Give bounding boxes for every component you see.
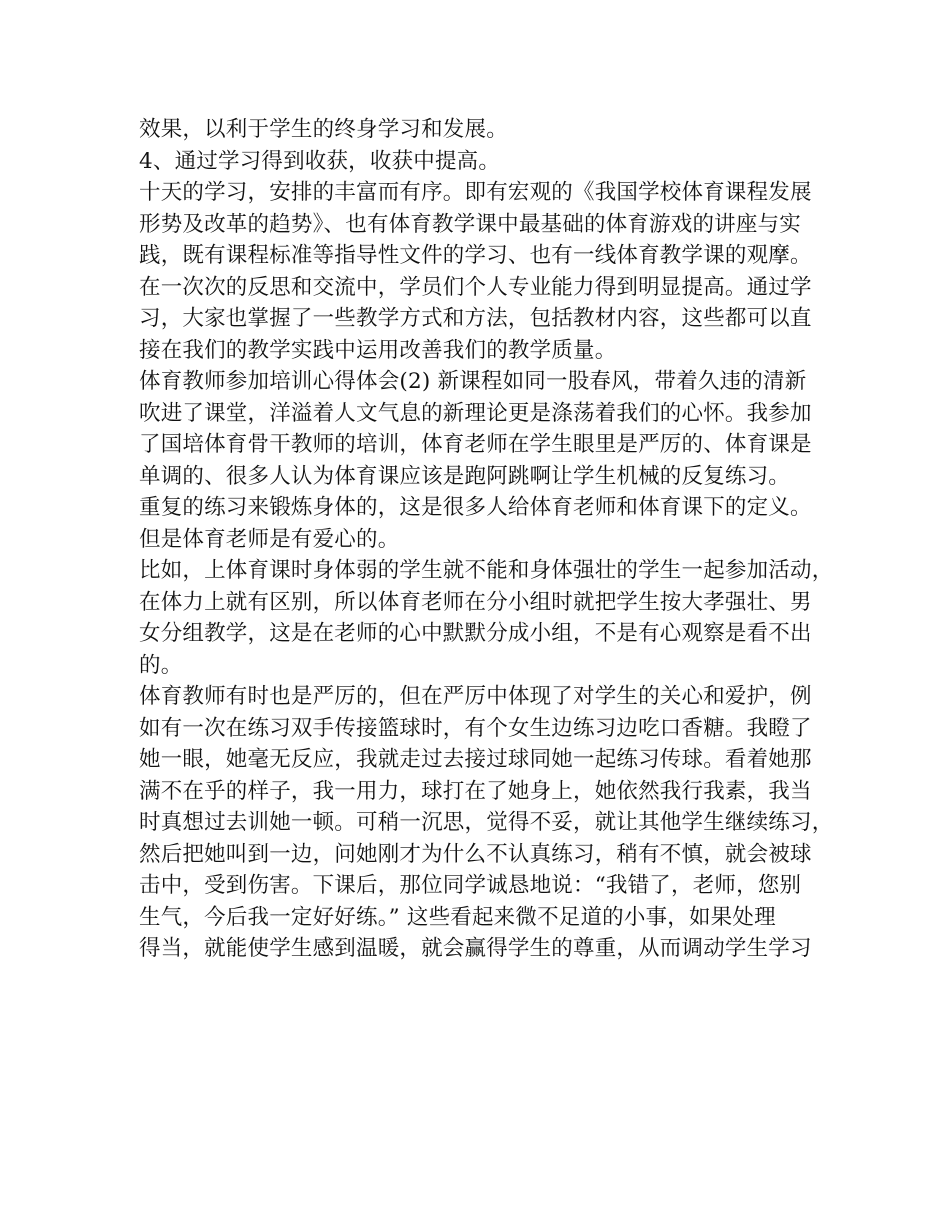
text-line: 吹进了课堂，洋溢着人文气息的新理论更是涤荡着我们的心怀。我参加: [139, 400, 812, 426]
text-line: 得当，就能使学生感到温暖，就会赢得学生的尊重，从而调动学生学习: [139, 936, 812, 961]
text-line: 比如，上体育课时身体弱的学生就不能和身体强壮的学生一起参加活动，: [139, 558, 834, 583]
text-line: 但是体育老师是有爱心的。: [139, 526, 400, 552]
text-line: 满不在乎的样子，我一用力，球打在了她身上，她依然我行我素，我当: [139, 778, 812, 804]
text-line: 体育教师有时也是严厉的，但在严厉中体现了对学生的关心和爱护，例: [139, 684, 812, 709]
text-line: 十天的学习，安排的丰富而有序。即有宏观的《我国学校体育课程发展: [139, 180, 812, 205]
text-line: 效果，以利于学生的终身学习和发展。: [139, 117, 508, 142]
text-line: 如有一次在练习双手传接篮球时，有个女生边练习边吃口香糖。我瞪了: [139, 715, 812, 741]
text-line: 时真想过去训她一顿。可稍一沉思，觉得不妥，就让其他学生继续练习，: [139, 810, 834, 835]
text-line: 4、通过学习得到收获，收获中提高。: [139, 148, 501, 174]
document-body: [139, 114, 834, 965]
text-line: 接在我们的教学实践中运用改善我们的教学质量。: [139, 337, 617, 363]
text-line: 她一眼，她毫无反应，我就走过去接过球同她一起练习传球。看着她那: [139, 747, 812, 772]
text-line: 了国培体育骨干教师的培训，体育老师在学生眼里是严厉的、体育课是: [139, 432, 812, 457]
text-line: 在体力上就有区别，所以体育老师在分小组时就把学生按大孝强壮、男: [139, 589, 812, 615]
text-line: 重复的练习来锻炼身体的，这是很多人给体育老师和体育课下的定义。: [139, 495, 812, 520]
text-line: 击中，受到伤害。下课后，那位同学诚恳地说：“我错了，老师，您别: [139, 873, 802, 898]
text-line: 践，既有课程标准等指导性文件的学习、也有一线体育教学课的观摩。: [139, 243, 812, 268]
text-line: 习，大家也掌握了一些教学方式和方法，包括教材内容，这些都可以直: [139, 306, 812, 331]
text-line: 体育教师参加培训心得体会(2) 新课程如同一股春风，带着久违的清新: [139, 369, 807, 394]
text-line: 女分组教学，这是在老师的心中默默分成小组，不是有心观察是看不出: [139, 621, 812, 646]
text-line: 单调的、很多人认为体育课应该是跑阿跳啊让学生机械的反复练习。: [139, 463, 791, 489]
text-line: 的。: [139, 652, 183, 678]
text-line: 然后把她叫到一边，问她刚才为什么不认真练习，稍有不慎，就会被球: [139, 841, 812, 867]
text-line: 在一次次的反思和交流中，学员们个人专业能力得到明显提高。通过学: [139, 274, 812, 300]
text-line: 形势及改革的趋势》、也有体育教学课中最基础的体育游戏的讲座与实: [139, 211, 801, 237]
text-line: 生气，今后我一定好好练。” 这些看起来微不足道的小事，如果处理: [139, 904, 776, 930]
